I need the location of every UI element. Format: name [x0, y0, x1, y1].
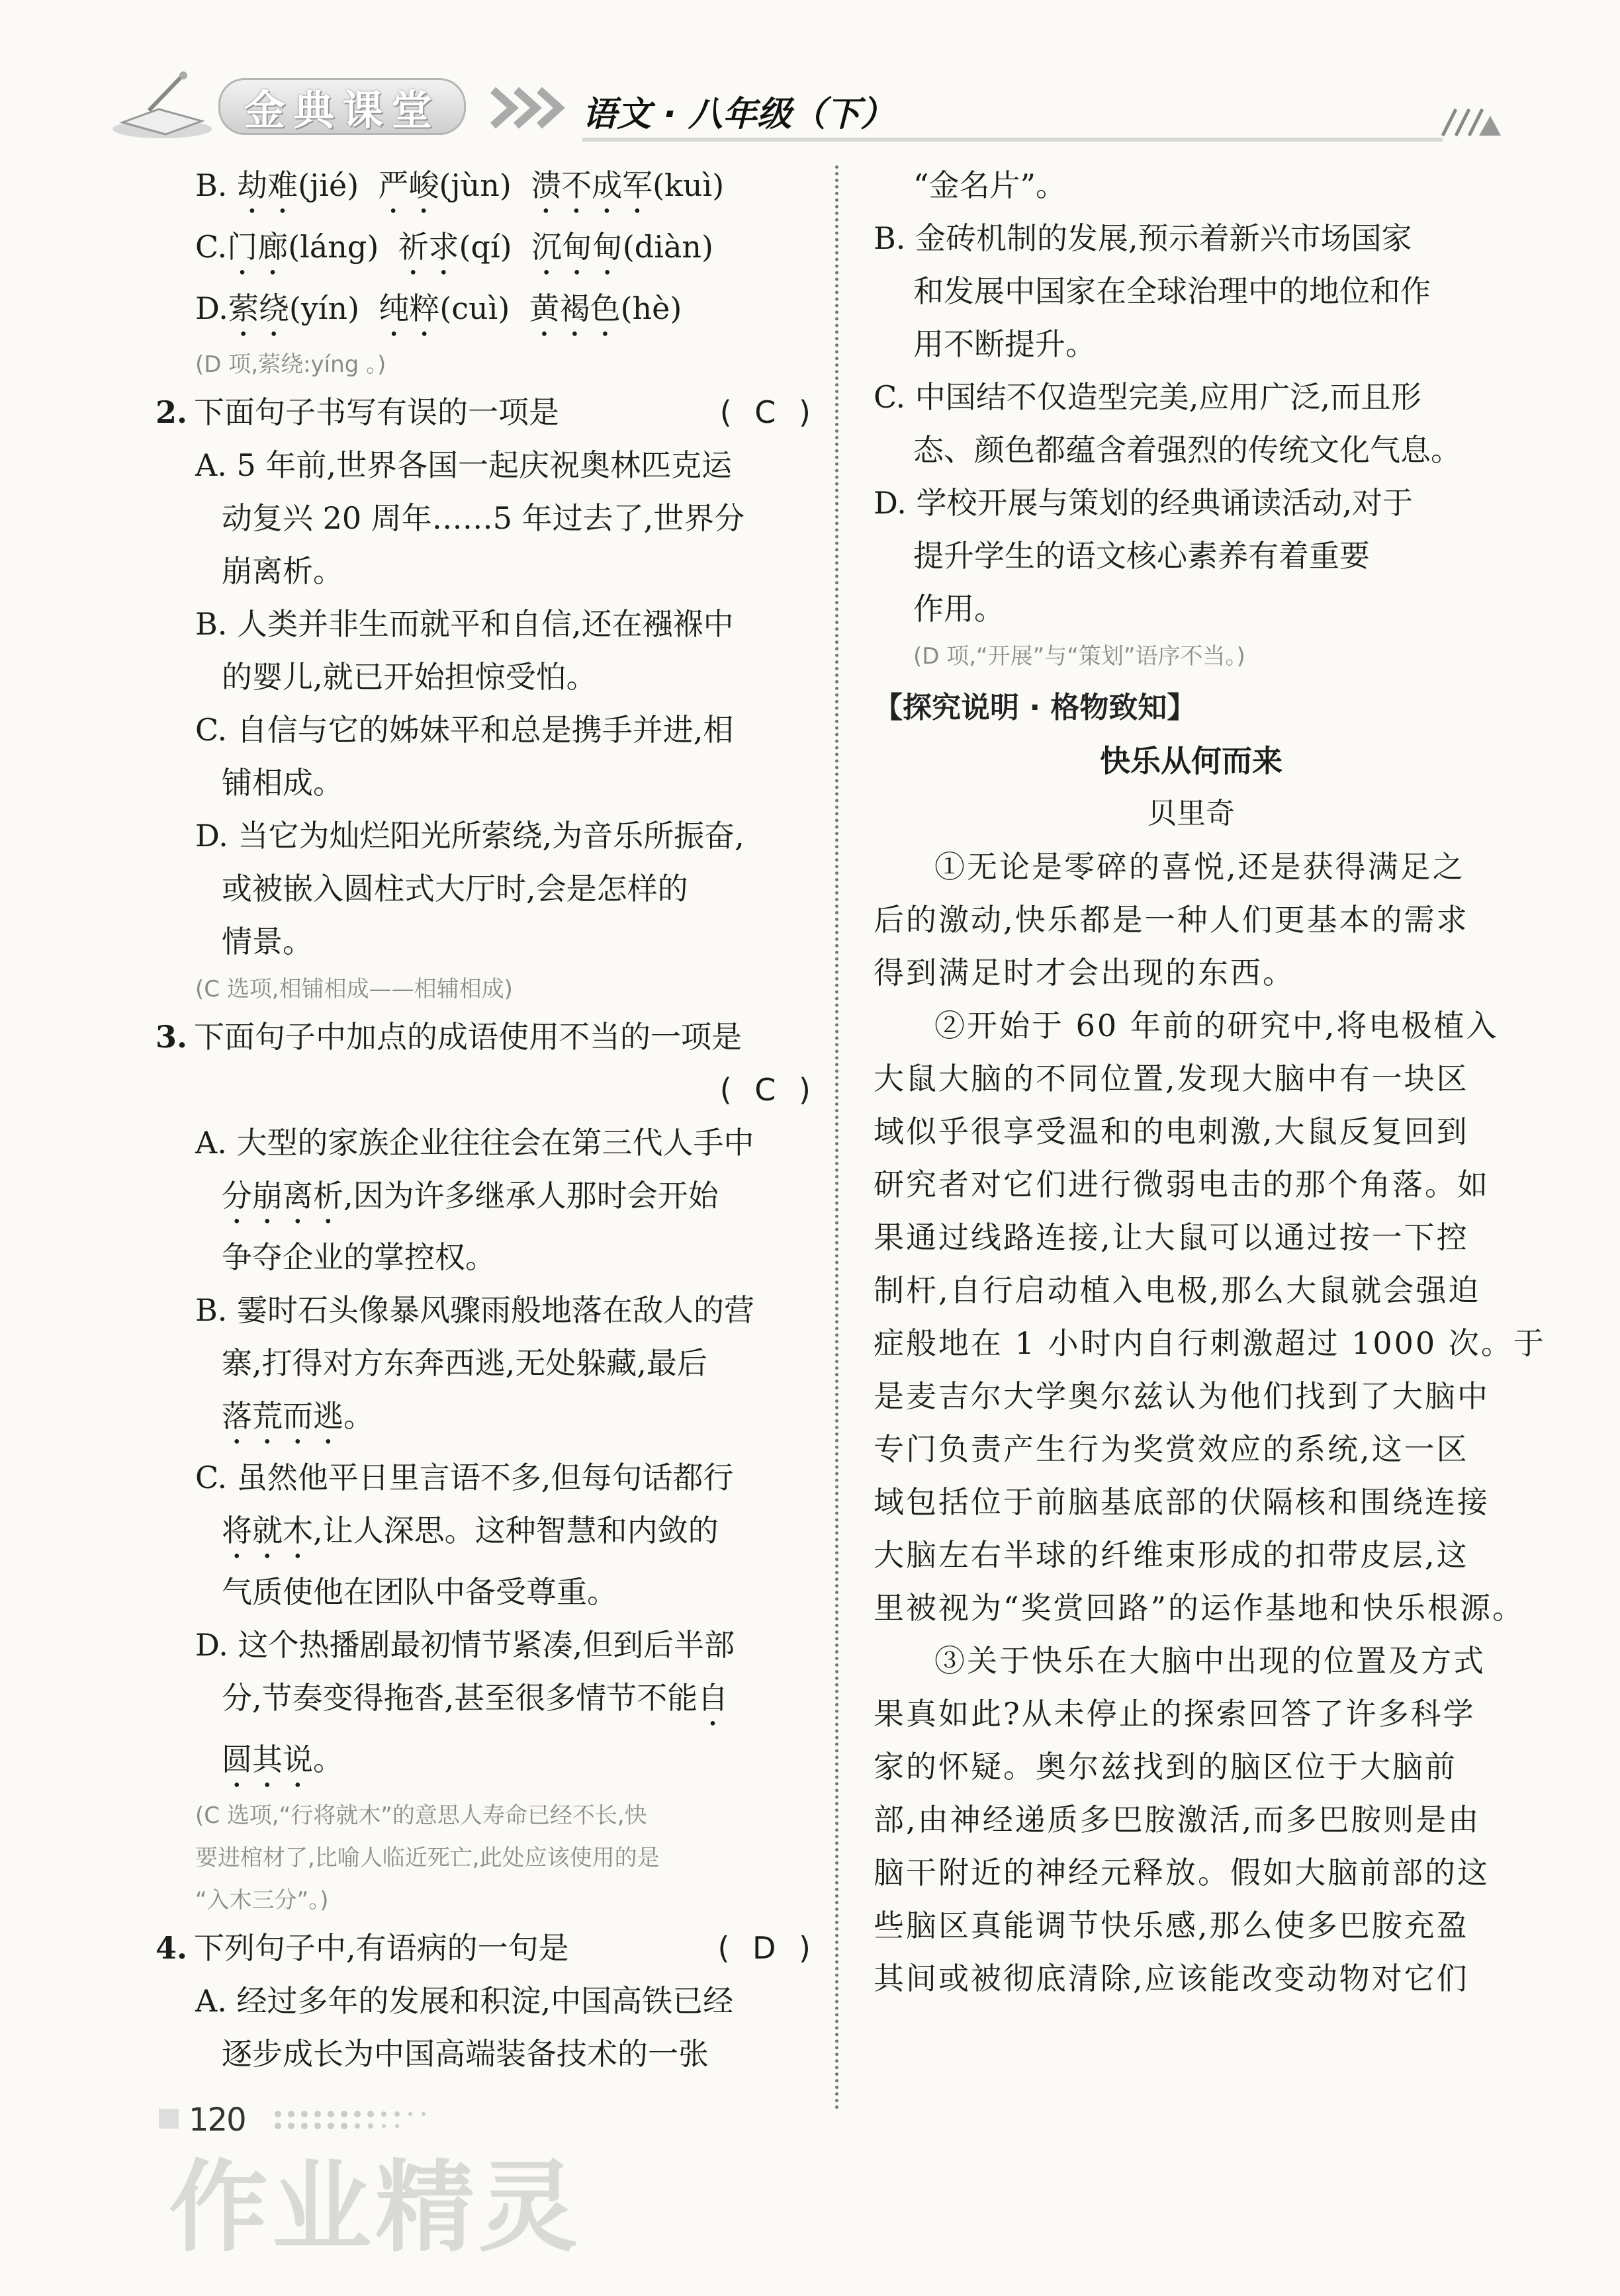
q2-option-c-2: 铺相成。 — [222, 765, 343, 801]
q4-option-d-2: 提升学生的语文核心素养有着重要 — [913, 538, 1370, 574]
q4-option-b-3: 用不断提升。 — [913, 326, 1096, 362]
q1-option-c: C.门廊(láng) 祈求(qí) 沉甸甸(diàn) — [195, 229, 713, 265]
q3-answer: ( C ) — [719, 1072, 817, 1108]
page-number: 120 — [189, 2101, 246, 2139]
q3-option-d-1: D. 这个热播剧最初情节紧凑,但到后半部 — [195, 1627, 735, 1663]
q2-option-a-2: 动复兴 20 周年……5 年过去了,世界分 — [222, 500, 745, 536]
q3-option-c-3: 气质使他在团队中备受尊重。 — [222, 1574, 617, 1610]
q2-option-d-3: 情景。 — [222, 924, 313, 959]
q3-stem: 3. 下面句子中加点的成语使用不当的一项是 — [156, 1019, 742, 1055]
q3-note-2: 要进棺材了,比喻人临近死亡,此处应该使用的是 — [195, 1845, 660, 1871]
q3-note-3: “入木三分”。) — [195, 1887, 329, 1914]
q4-option-d-1: D. 学校开展与策划的经典诵读活动,对于 — [874, 485, 1414, 521]
article-title: 快乐从何而来 — [1100, 743, 1282, 779]
q3-option-b-3: 落荒而逃。 — [222, 1398, 374, 1434]
q4-option-d-3: 作用。 — [913, 591, 1005, 627]
column-divider — [835, 165, 838, 2111]
q4-stem: 4. 下列句子中,有语病的一句是 ( D ) — [156, 1921, 817, 1974]
q3-option-a-2: 分崩离析,因为许多继承人那时会开始 — [222, 1178, 719, 1214]
q1-option-d: D.萦绕(yín) 纯粹(cuì) 黄褐色(hè) — [195, 290, 682, 326]
q2-option-d-2: 或被嵌入圆柱式大厅时,会是怎样的 — [222, 871, 688, 906]
q3-option-a-1: A. 大型的家族企业往往会在第三代人手中 — [195, 1125, 754, 1161]
q1-note: (D 项,萦绕:yíng 。) — [195, 351, 386, 378]
q3-option-b-1: B. 霎时石头像暴风骤雨般地落在敌人的营 — [195, 1292, 755, 1328]
q4-option-b-2: 和发展中国家在全球治理中的地位和作 — [913, 273, 1431, 309]
book-title: 语文 · 八年级（下） — [582, 95, 895, 134]
q4-option-b-1: B. 金砖机制的发展,预示着新兴市场国家 — [874, 220, 1412, 256]
q3-option-b-2: 寨,打得对方东奔西逃,无处躲藏,最后 — [222, 1345, 707, 1381]
left-column — [156, 159, 817, 2080]
q2-option-c-1: C. 自信与它的姊妹平和总是携手并进,相 — [195, 712, 734, 748]
q2-option-d-1: D. 当它为灿烂阳光所萦绕,为音乐所振奋, — [195, 818, 744, 854]
q4-answer: ( D ) — [717, 1930, 817, 1966]
right-column — [874, 159, 1546, 2005]
header-rule — [582, 138, 1443, 142]
q3-option-a-3: 争夺企业的掌控权。 — [222, 1239, 496, 1275]
q3-option-d-3: 圆其说。 — [222, 1742, 343, 1777]
q2-option-b-1: B. 人类并非生而就平和自信,还在襁褓中 — [195, 606, 734, 642]
book-logo-icon — [109, 69, 215, 142]
q4-option-a-2: 逐步成长为中国高端装备技术的一张 — [222, 2036, 709, 2072]
q4-option-c-2: 态、颜色都蕴含着强烈的传统文化气息。 — [913, 432, 1461, 468]
q2-option-b-2: 的婴儿,就已开始担惊受怕。 — [222, 659, 597, 695]
page-header — [0, 0, 1620, 172]
watermark: 作业精灵 — [169, 2150, 582, 2266]
chevron-right-icon — [490, 85, 569, 131]
q2-option-a-3: 崩离析。 — [222, 553, 343, 589]
q4-option-a-3: “金名片”。 — [913, 167, 1067, 203]
article-paragraph-3: ③关于快乐在大脑中出现的位置及方式 果真如此?从未停止的探索回答了许多科学 家的怀疑。奥尔兹找到的脑区位于大脑前 部,由神经递质多巴胺激活,而多巴胺则是由 脑干附近的神经元释放。假如大脑前部的这 些脑区真能调节快乐感,那么使多巴胺充盈 其间或被彻底清除,应该能改变动物对它们 — [874, 1643, 1490, 1996]
q3-option-d-2: 分,节奏变得拖沓,甚至很多情节不能自 — [222, 1680, 729, 1716]
article-paragraph-1: ①无论是零碎的喜悦,还是获得满足之 后的激动,快乐都是一种人们更基本的需求 得到满足时才会出现的东西。 — [874, 849, 1469, 991]
q2-stem: 2. 下面句子书写有误的一项是 ( C ) — [156, 386, 817, 439]
q3-option-c-2: 将就木,让人深思。这种智慧和内敛的 — [222, 1513, 719, 1548]
q2-option-a-1: A. 5 年前,世界各国一起庆祝奥林匹克运 — [195, 447, 732, 483]
q1-option-b: B. 劫难(jié) 严峻(jùn) 溃不成军(kuì) — [195, 167, 725, 203]
q4-option-a-1: A. 经过多年的发展和积淀,中国高铁已经 — [195, 1983, 734, 2019]
brand-title: 金典课堂 — [218, 78, 466, 135]
article-paragraph-2: ②开始于 60 年前的研究中,将电极植入 大鼠大脑的不同位置,发现大脑中有一块区 域似乎很享受温和的电刺激,大鼠反复回到 研究者对它们进行微弱电击的那个角落。如 果通过线路连接,让大鼠可以通过按一下控 制杆,自行启动植入电极,那么大鼠就会强迫 症般地在 1 小时内自行刺激超过 1000 次。于 是麦吉尔大学奥尔兹认为他们找到了大脑中 专门负责产生行为奖赏效应的系统,这一区 域包括位于前脑基底部的伏隔核和围绕连接 大脑左右半球的纤维束形成的扣带皮层,这 里被视为“奖赏回路”的运作基地和快乐根源。 — [874, 1008, 1546, 1626]
corner-stripes-icon — [1436, 106, 1502, 139]
q3-option-c-1: C. 虽然他平日里言语不多,但每句话都行 — [195, 1460, 734, 1495]
q4-option-c-1: C. 中国结不仅造型完美,应用广泛,而且形 — [874, 379, 1422, 415]
q3-note-1: (C 选项,“行将就木”的意思人寿命已经不长,快 — [195, 1802, 647, 1829]
q2-note: (C 选项,相铺相成——相辅相成) — [195, 976, 513, 1002]
q2-answer: ( C ) — [719, 394, 817, 430]
section-label: 【探究说明 · 格物致知】 — [874, 691, 1196, 725]
article-author: 贝里奇 — [1148, 797, 1235, 830]
q4-note: (D 项,“开展”与“策划”语序不当。) — [913, 643, 1245, 670]
